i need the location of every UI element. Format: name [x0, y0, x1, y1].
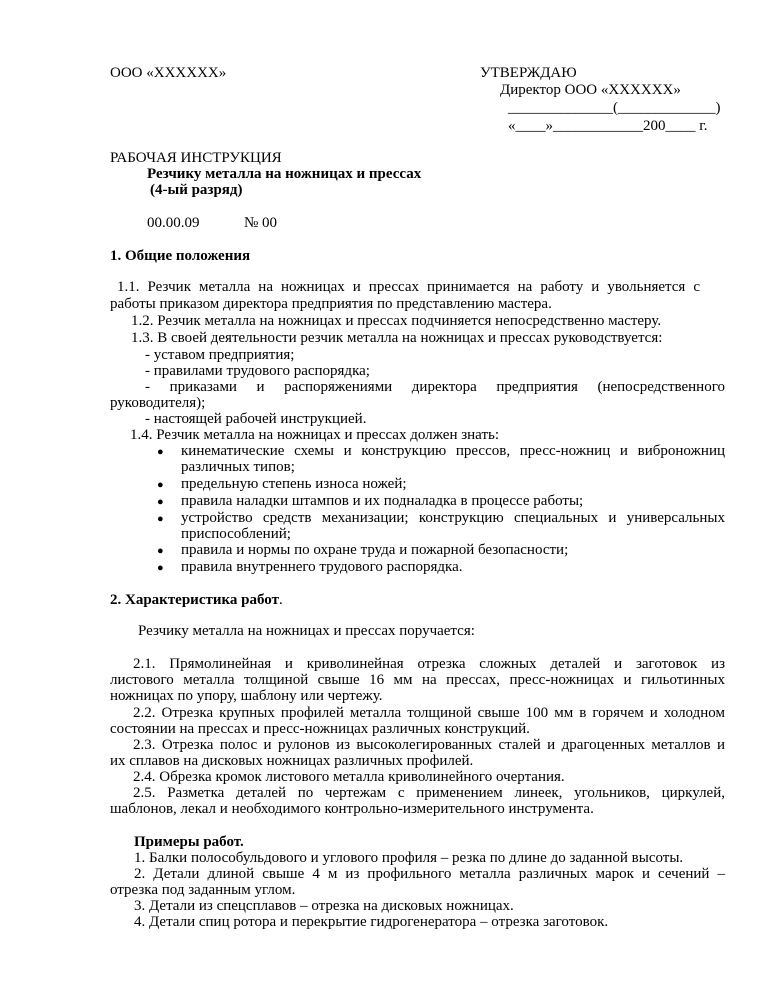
- example-3: 3. Детали из спецсплавов – отрезка на дисковых ножницах.: [134, 898, 514, 914]
- p1-3-item4: - настоящей рабочей инструкцией.: [145, 411, 367, 427]
- position-title: Резчику металла на ножницах и прессах: [147, 166, 422, 182]
- approve-director: Директор ООО «ХХХХХХ»: [500, 82, 681, 98]
- bullet-icon: ●: [157, 479, 164, 491]
- p1-3-item2: - правилами трудового распорядка;: [145, 363, 370, 379]
- p2-1-line3: ножницах по упору, шаблону или чертежу.: [110, 688, 383, 704]
- doc-number: № 00: [244, 215, 278, 231]
- approve-signature-line: ______________(_____________): [508, 100, 721, 116]
- p1-3-item3-line1: - приказами и распоряжениями директора предприятия (непосредственного: [145, 379, 725, 395]
- bullet-3: правила наладки штампов и их подналадка в процессе работы;: [181, 493, 584, 509]
- section2-intro: Резчику металла на ножницах и прессах поручается:: [138, 623, 475, 639]
- grade: (4-ый разряд): [150, 182, 243, 198]
- bullet-6: правила внутреннего трудового распорядка.: [181, 559, 463, 575]
- bullet-5: правила и нормы по охране труда и пожарной безопасности;: [181, 542, 569, 558]
- p1-3-item3-line2: руководителя);: [110, 395, 206, 411]
- p1-4: 1.4. Резчик металла на ножницах и прессах должен знать:: [130, 427, 500, 443]
- bullet-icon: ●: [157, 496, 164, 508]
- bullet-1-line2: различных типов;: [181, 459, 295, 475]
- bullet-icon: ●: [157, 446, 164, 458]
- doc-type: РАБОЧАЯ ИНСТРУКЦИЯ: [110, 150, 282, 166]
- p2-3-line2: их сплавов на дисковых ножницах различных профилей.: [110, 753, 474, 769]
- company-name: ООО «ХХХХХХ»: [110, 65, 227, 81]
- p1-1-line2: работы приказом директора предприятия по представлению мастера.: [110, 296, 552, 312]
- bullet-icon: ●: [157, 545, 164, 557]
- p2-1-line1: 2.1. Прямолинейная и криволинейная отрезка сложных деталей и заготовок из: [133, 656, 725, 672]
- bullet-icon: ●: [157, 513, 164, 525]
- p1-3-item1: - уставом предприятия;: [145, 347, 295, 363]
- bullet-4-line2: приспособлений;: [181, 526, 291, 542]
- p2-2-line2: состоянии на прессах и пресс-ножницах различных конструкций.: [110, 721, 530, 737]
- p1-1-line1: 1.1. Резчик металла на ножницах и прессах принимается на работу и увольняется с: [117, 279, 700, 295]
- bullet-icon: ●: [157, 562, 164, 574]
- example-4: 4. Детали спиц ротора и перекрытие гидрогенератора – отрезка заготовок.: [134, 914, 609, 930]
- p2-1-line2: листового металла толщиной свыше 16 мм на прессах, пресс-ножницах и гильотинных: [110, 672, 725, 688]
- section2-heading: 2. Характеристика работ: [110, 592, 279, 608]
- p2-4: 2.4. Обрезка кромок листового металла криволинейного очертания.: [133, 769, 565, 785]
- approve-date-line: «____»____________200____ г.: [508, 118, 708, 134]
- approve-title: УТВЕРЖДАЮ: [480, 65, 577, 81]
- p1-3: 1.3. В своей деятельности резчик металла на ножницах и прессах руководствуется:: [131, 330, 663, 346]
- p2-3-line1: 2.3. Отрезка полос и рулонов из высоколегированных сталей и драгоценных металлов и: [133, 737, 725, 753]
- example-1: 1. Балки полособульдового и углового профиля – резка по длине до заданной высоты.: [134, 850, 684, 866]
- example-2-line1: 2. Детали длиной свыше 4 м из профильного металла различных марок и сечений –: [134, 866, 725, 882]
- bullet-1-line1: кинематические схемы и конструкцию прессов, пресс-ножниц и виброножниц: [181, 443, 725, 459]
- p2-2-line1: 2.2. Отрезка крупных профилей металла толщиной свыше 100 мм в горячем и холодном: [133, 705, 725, 721]
- bullet-4-line1: устройство средств механизации; конструкцию специальных и универсальных: [181, 510, 725, 526]
- bullet-2: предельную степень износа ножей;: [181, 476, 407, 492]
- examples-heading: Примеры работ.: [134, 834, 244, 850]
- p2-5-line1: 2.5. Разметка деталей по чертежам с применением линеек, угольников, циркулей,: [133, 785, 725, 801]
- example-2-line2: отрезка под заданным углом.: [110, 882, 296, 898]
- p2-5-line2: шаблонов, лекал и необходимого контрольно-измерительного инструмента.: [110, 801, 594, 817]
- doc-code: 00.00.09: [147, 215, 200, 231]
- section1-heading: 1. Общие положения: [110, 248, 251, 264]
- section2-heading-wrap: [110, 592, 283, 609]
- p1-2: 1.2. Резчик металла на ножницах и прессах подчиняется непосредственно мастеру.: [131, 313, 662, 329]
- section2-heading-dot: .: [278, 592, 283, 608]
